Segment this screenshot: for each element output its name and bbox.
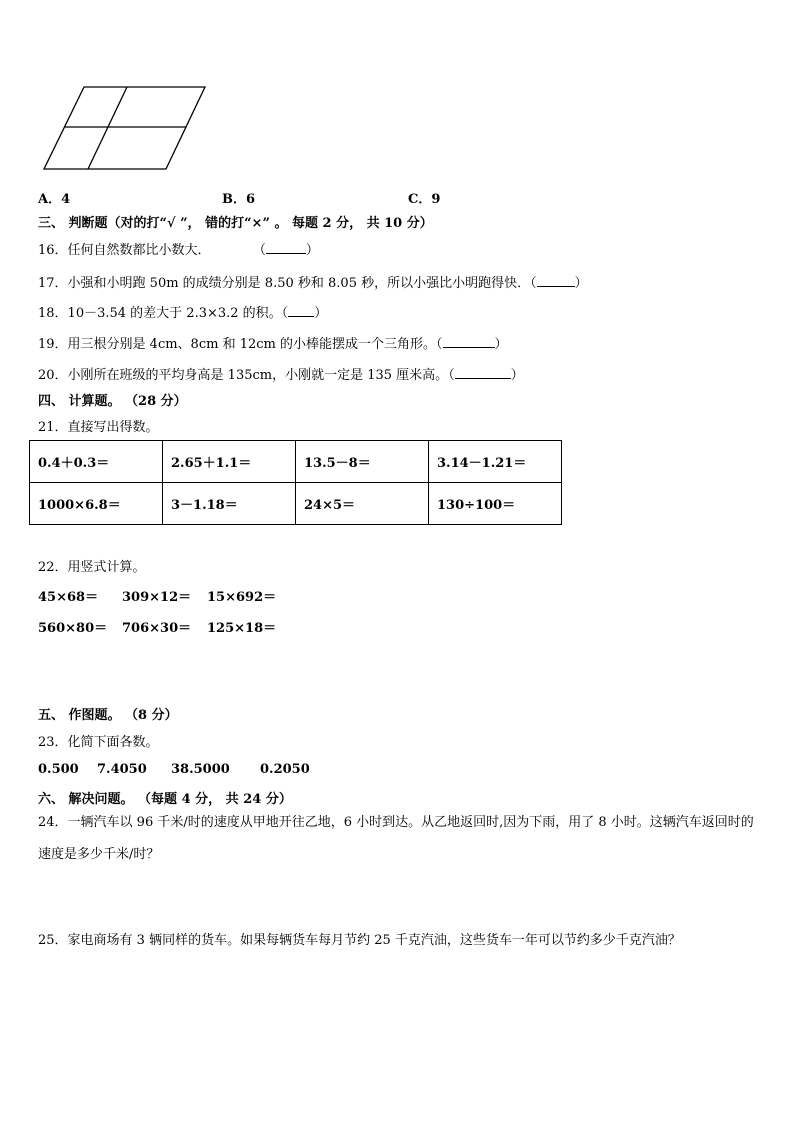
question-23-title: 23．化简下面各数。 bbox=[38, 735, 159, 750]
question-17-text: 17．小强和小明跑 50m 的成绩分别是 8.50 秒和 8.05 秒，所以小强比小明跑得快． bbox=[38, 276, 531, 291]
table-cell: 13.5－8＝ bbox=[296, 441, 429, 483]
answer-bracket-open: （ bbox=[281, 306, 289, 321]
question-16-text: 16．任何自然数都比小数大． bbox=[38, 243, 211, 258]
answer-bracket-open: （ bbox=[530, 276, 537, 291]
answer-bracket-open: （ bbox=[448, 368, 455, 383]
question-20 bbox=[38, 364, 524, 383]
answer-blank-20[interactable] bbox=[455, 366, 511, 379]
answer-bracket-open: （ bbox=[252, 243, 266, 258]
table-row bbox=[30, 441, 562, 483]
question-16 bbox=[38, 239, 319, 258]
section-5-title: 五、 作图题。 （8 分） bbox=[38, 708, 178, 723]
answer-blank-18[interactable] bbox=[288, 304, 314, 317]
question-19 bbox=[38, 333, 508, 352]
answer-bracket-close: ） bbox=[510, 368, 524, 383]
q15-options bbox=[38, 188, 518, 207]
table-cell: 130÷100＝ bbox=[429, 483, 562, 525]
question-18 bbox=[38, 302, 327, 321]
table-cell: 2.65＋1.1＝ bbox=[163, 441, 296, 483]
parallelogram-figure bbox=[36, 80, 216, 180]
question-22-title: 22．用竖式计算。 bbox=[38, 560, 146, 575]
vertical-calc-item: 125×18＝ bbox=[207, 621, 277, 636]
table-cell: 0.4＋0.3＝ bbox=[30, 441, 163, 483]
table-cell: 24×5＝ bbox=[296, 483, 429, 525]
answer-blank-19[interactable] bbox=[443, 335, 495, 348]
option-c[interactable]: C．9 bbox=[408, 192, 441, 207]
question-21-title: 21．直接写出得数。 bbox=[38, 420, 159, 435]
table-row bbox=[30, 483, 562, 525]
vertical-calc-item: 45×68＝ bbox=[38, 590, 99, 605]
decimal-item: 0.2050 bbox=[260, 762, 310, 777]
question-17 bbox=[38, 272, 588, 291]
parallelogram-divided-four-icon bbox=[36, 80, 216, 180]
table-cell: 1000×6.8＝ bbox=[30, 483, 163, 525]
question-19-text: 19．用三根分别是 4cm、8cm 和 12cm 的小棒能摆成一个三角形。 bbox=[38, 337, 436, 352]
table-cell: 3.14－1.21＝ bbox=[429, 441, 562, 483]
option-b[interactable]: B．6 bbox=[222, 192, 256, 207]
decimal-item: 7.4050 bbox=[97, 762, 147, 777]
answer-bracket-close: ） bbox=[494, 337, 508, 352]
mental-calc-table bbox=[29, 440, 562, 525]
table-cell: 3－1.18＝ bbox=[163, 483, 296, 525]
answer-bracket-close: ） bbox=[574, 276, 588, 291]
vertical-calc-item: 560×80＝ bbox=[38, 621, 108, 636]
answer-bracket-close: ） bbox=[305, 243, 319, 258]
answer-blank-16[interactable] bbox=[266, 241, 306, 254]
vertical-calc-item: 15×692＝ bbox=[207, 590, 277, 605]
answer-bracket-close: ） bbox=[314, 306, 328, 321]
vertical-calc-row-2 bbox=[38, 617, 276, 636]
answer-bracket-open: （ bbox=[435, 337, 443, 352]
decimal-item: 0.500 bbox=[38, 762, 79, 777]
question-24: 24．一辆汽车以 96 千米/时的速度从甲地开往乙地，6 小时到达。从乙地返回时,因为下雨，用了 8 小时。这辆汽车返回时的速度是多少千米/时？ bbox=[38, 815, 754, 862]
question-25: 25．家电商场有 3 辆同样的货车。如果每辆货车每月节约 25 千克汽油，这些货车一年可以节约多少千克汽油？ bbox=[38, 933, 681, 948]
section-4-title: 四、 计算题。 （28 分） bbox=[38, 394, 187, 409]
section-6-title: 六、 解决问题。 （每题 4 分， 共 24 分） bbox=[38, 792, 292, 807]
vertical-calc-item: 706×30＝ bbox=[122, 621, 192, 636]
decimal-item: 38.5000 bbox=[171, 762, 230, 777]
question-20-text: 20．小刚所在班级的平均身高是 135cm，小刚就一定是 135 厘米高。 bbox=[38, 368, 449, 383]
question-18-text: 18．10－3.54 的差大于 2.3×3.2 的积。 bbox=[38, 306, 282, 321]
vertical-calc-row-1 bbox=[38, 586, 276, 605]
section-3-title: 三、 判断题（对的打“√ ”， 错的打“×” 。 每题 2 分， 共 10 分） bbox=[38, 216, 433, 231]
option-a[interactable]: A．4 bbox=[38, 192, 71, 207]
vertical-calc-item: 309×12＝ bbox=[122, 590, 192, 605]
answer-blank-17[interactable] bbox=[537, 274, 575, 287]
decimal-list bbox=[38, 762, 310, 777]
